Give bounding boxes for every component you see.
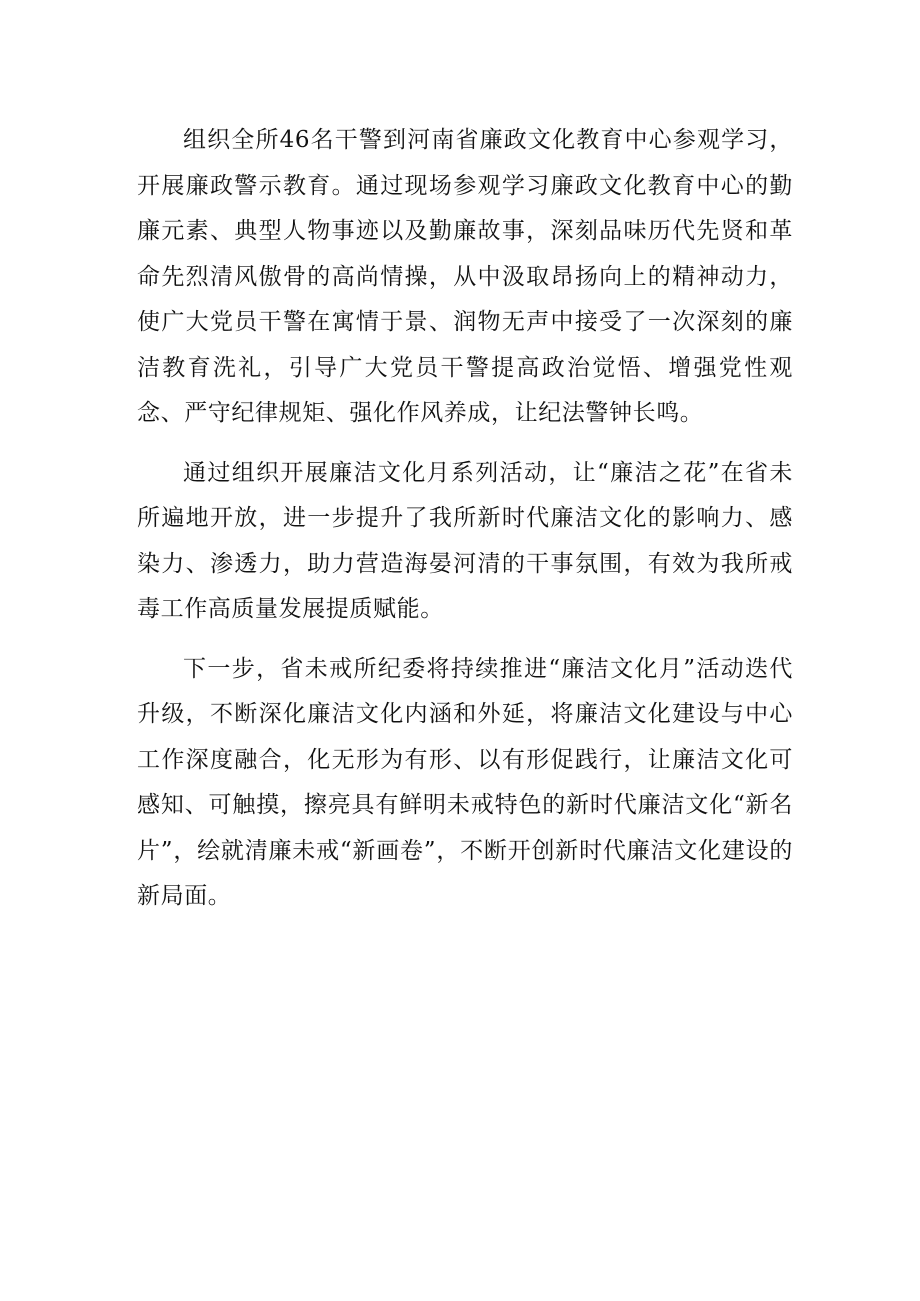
paragraph-study-visit: 组织全所46名干警到河南省廉政文化教育中心参观学习，开展廉政警示教育。通过现场参观学习廉政文化教育中心的勤廉元素、典型人物事迹以及勤廉故事，深刻品味历代先贤和革命先烈清风傲骨的高尚情操，从中汲取昂扬向上的精神动力，使广大党员干警在寓情于景、润物无声中接受了一次深刻的廉洁教育洗礼，引导广大党员干警提高政治觉悟、增强党性观念、严守纪律规矩、强化作风养成，让纪法警钟长鸣。 — [137, 127, 793, 426]
document-body — [137, 118, 793, 920]
paragraph-next-steps: 下一步，省未戒所纪委将持续推进“廉洁文化月”活动迭代升级，不断深化廉洁文化内涵和外延，将廉洁文化建设与中心工作深度融合，化无形为有形、以有形促践行，让廉洁文化可感知、可触摸，擦亮具有鲜明未戒特色的新时代廉洁文化“新名片”，绘就清廉未戒“新画卷”，不断开创新时代廉洁文化建设的新局面。 — [137, 655, 793, 909]
paragraph-activity-results: 通过组织开展廉洁文化月系列活动，让“廉洁之花”在省未所遍地开放，进一步提升了我所新时代廉洁文化的影响力、感染力、渗透力，助力营造海晏河清的干事氛围，有效为我所戒毒工作高质量发展提质赋能。 — [137, 459, 793, 622]
